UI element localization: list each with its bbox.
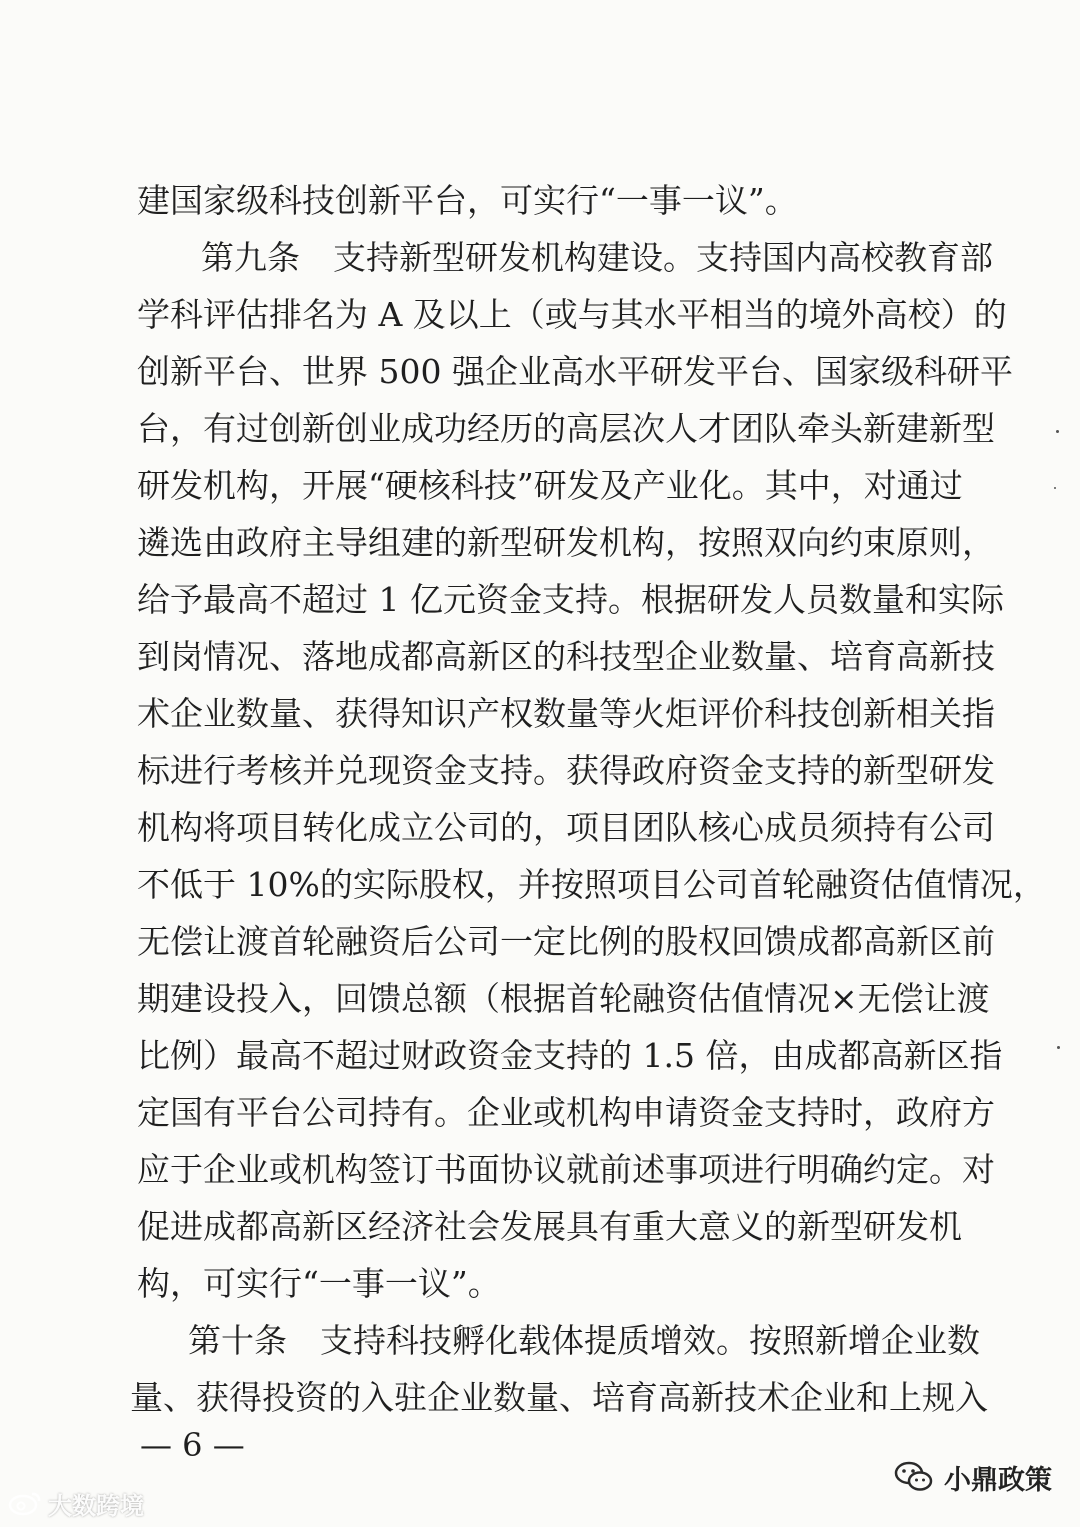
text-line-11: 标进行考核并兑现资金支持。获得政府资金支持的新型研发 [137, 751, 995, 790]
weibo-logo-icon [8, 1490, 42, 1516]
text-line-20: 构，可实行“一事一议”。 [137, 1264, 501, 1303]
text-line-18: 应于企业或机构签订书面协议就前述事项进行明确约定。对 [137, 1150, 995, 1189]
text-line-12: 机构将项目转化成立公司的，项目团队核心成员须持有公司 [137, 808, 995, 847]
page-number: — 6 — [140, 1426, 245, 1464]
text-line-13: 不低于 10%的实际股权，并按照项目公司首轮融资估值情况， [137, 865, 1046, 904]
text-line-10: 术企业数量、获得知识产权数量等火炬评价科技创新相关指 [137, 694, 995, 733]
watermark-left [8, 1485, 144, 1521]
text-line-22: 量、获得投资的入驻企业数量、培育高新技术企业和上规入 [130, 1378, 988, 1417]
text-line-19: 促进成都高新区经济社会发展具有重大意义的新型研发机 [137, 1207, 962, 1246]
article-10-heading-line: 第十条 支持科技孵化载体提质增效。按照新增企业数 [188, 1321, 980, 1360]
text-line-5: 台，有过创新创业成功经历的高层次人才团队牵头新建新型 [137, 409, 995, 448]
watermark-right-text: 小鼎政策 [944, 1464, 1052, 1496]
wechat-logo-icon [894, 1460, 934, 1494]
text-line-3: 学科评估排名为 A 及以上（或与其水平相当的境外高校）的 [137, 295, 1007, 334]
watermark-left-text: 大数跨境 [48, 1491, 144, 1520]
text-line-4: 创新平台、世界 500 强企业高水平研发平台、国家级科研平 [137, 352, 1013, 391]
text-line-7: 遴选由政府主导组建的新型研发机构，按照双向约束原则， [137, 523, 995, 562]
text-line-9: 到岗情况、落地成都高新区的科技型企业数量、培育高新技 [137, 637, 995, 676]
text-line-17: 定国有平台公司持有。企业或机构申请资金支持时，政府方 [137, 1093, 995, 1132]
article-9-heading-line: 第九条 支持新型研发机构建设。支持国内高校教育部 [201, 238, 993, 277]
text-line-1: 建国家级科技创新平台，可实行“一事一议”。 [137, 181, 798, 220]
text-line-16: 比例）最高不超过财政资金支持的 1.5 倍，由成都高新区指 [137, 1036, 1003, 1075]
text-line-8: 给予最高不超过 1 亿元资金支持。根据研发人员数量和实际 [137, 580, 1004, 619]
watermark-right [894, 1457, 1052, 1497]
text-line-14: 无偿让渡首轮融资后公司一定比例的股权回馈成都高新区前 [137, 922, 995, 961]
text-line-6: 研发机构，开展“硬核科技”研发及产业化。其中，对通过 [137, 466, 963, 505]
text-line-15: 期建设投入，回馈总额（根据首轮融资估值情况×无偿让渡 [137, 979, 990, 1018]
